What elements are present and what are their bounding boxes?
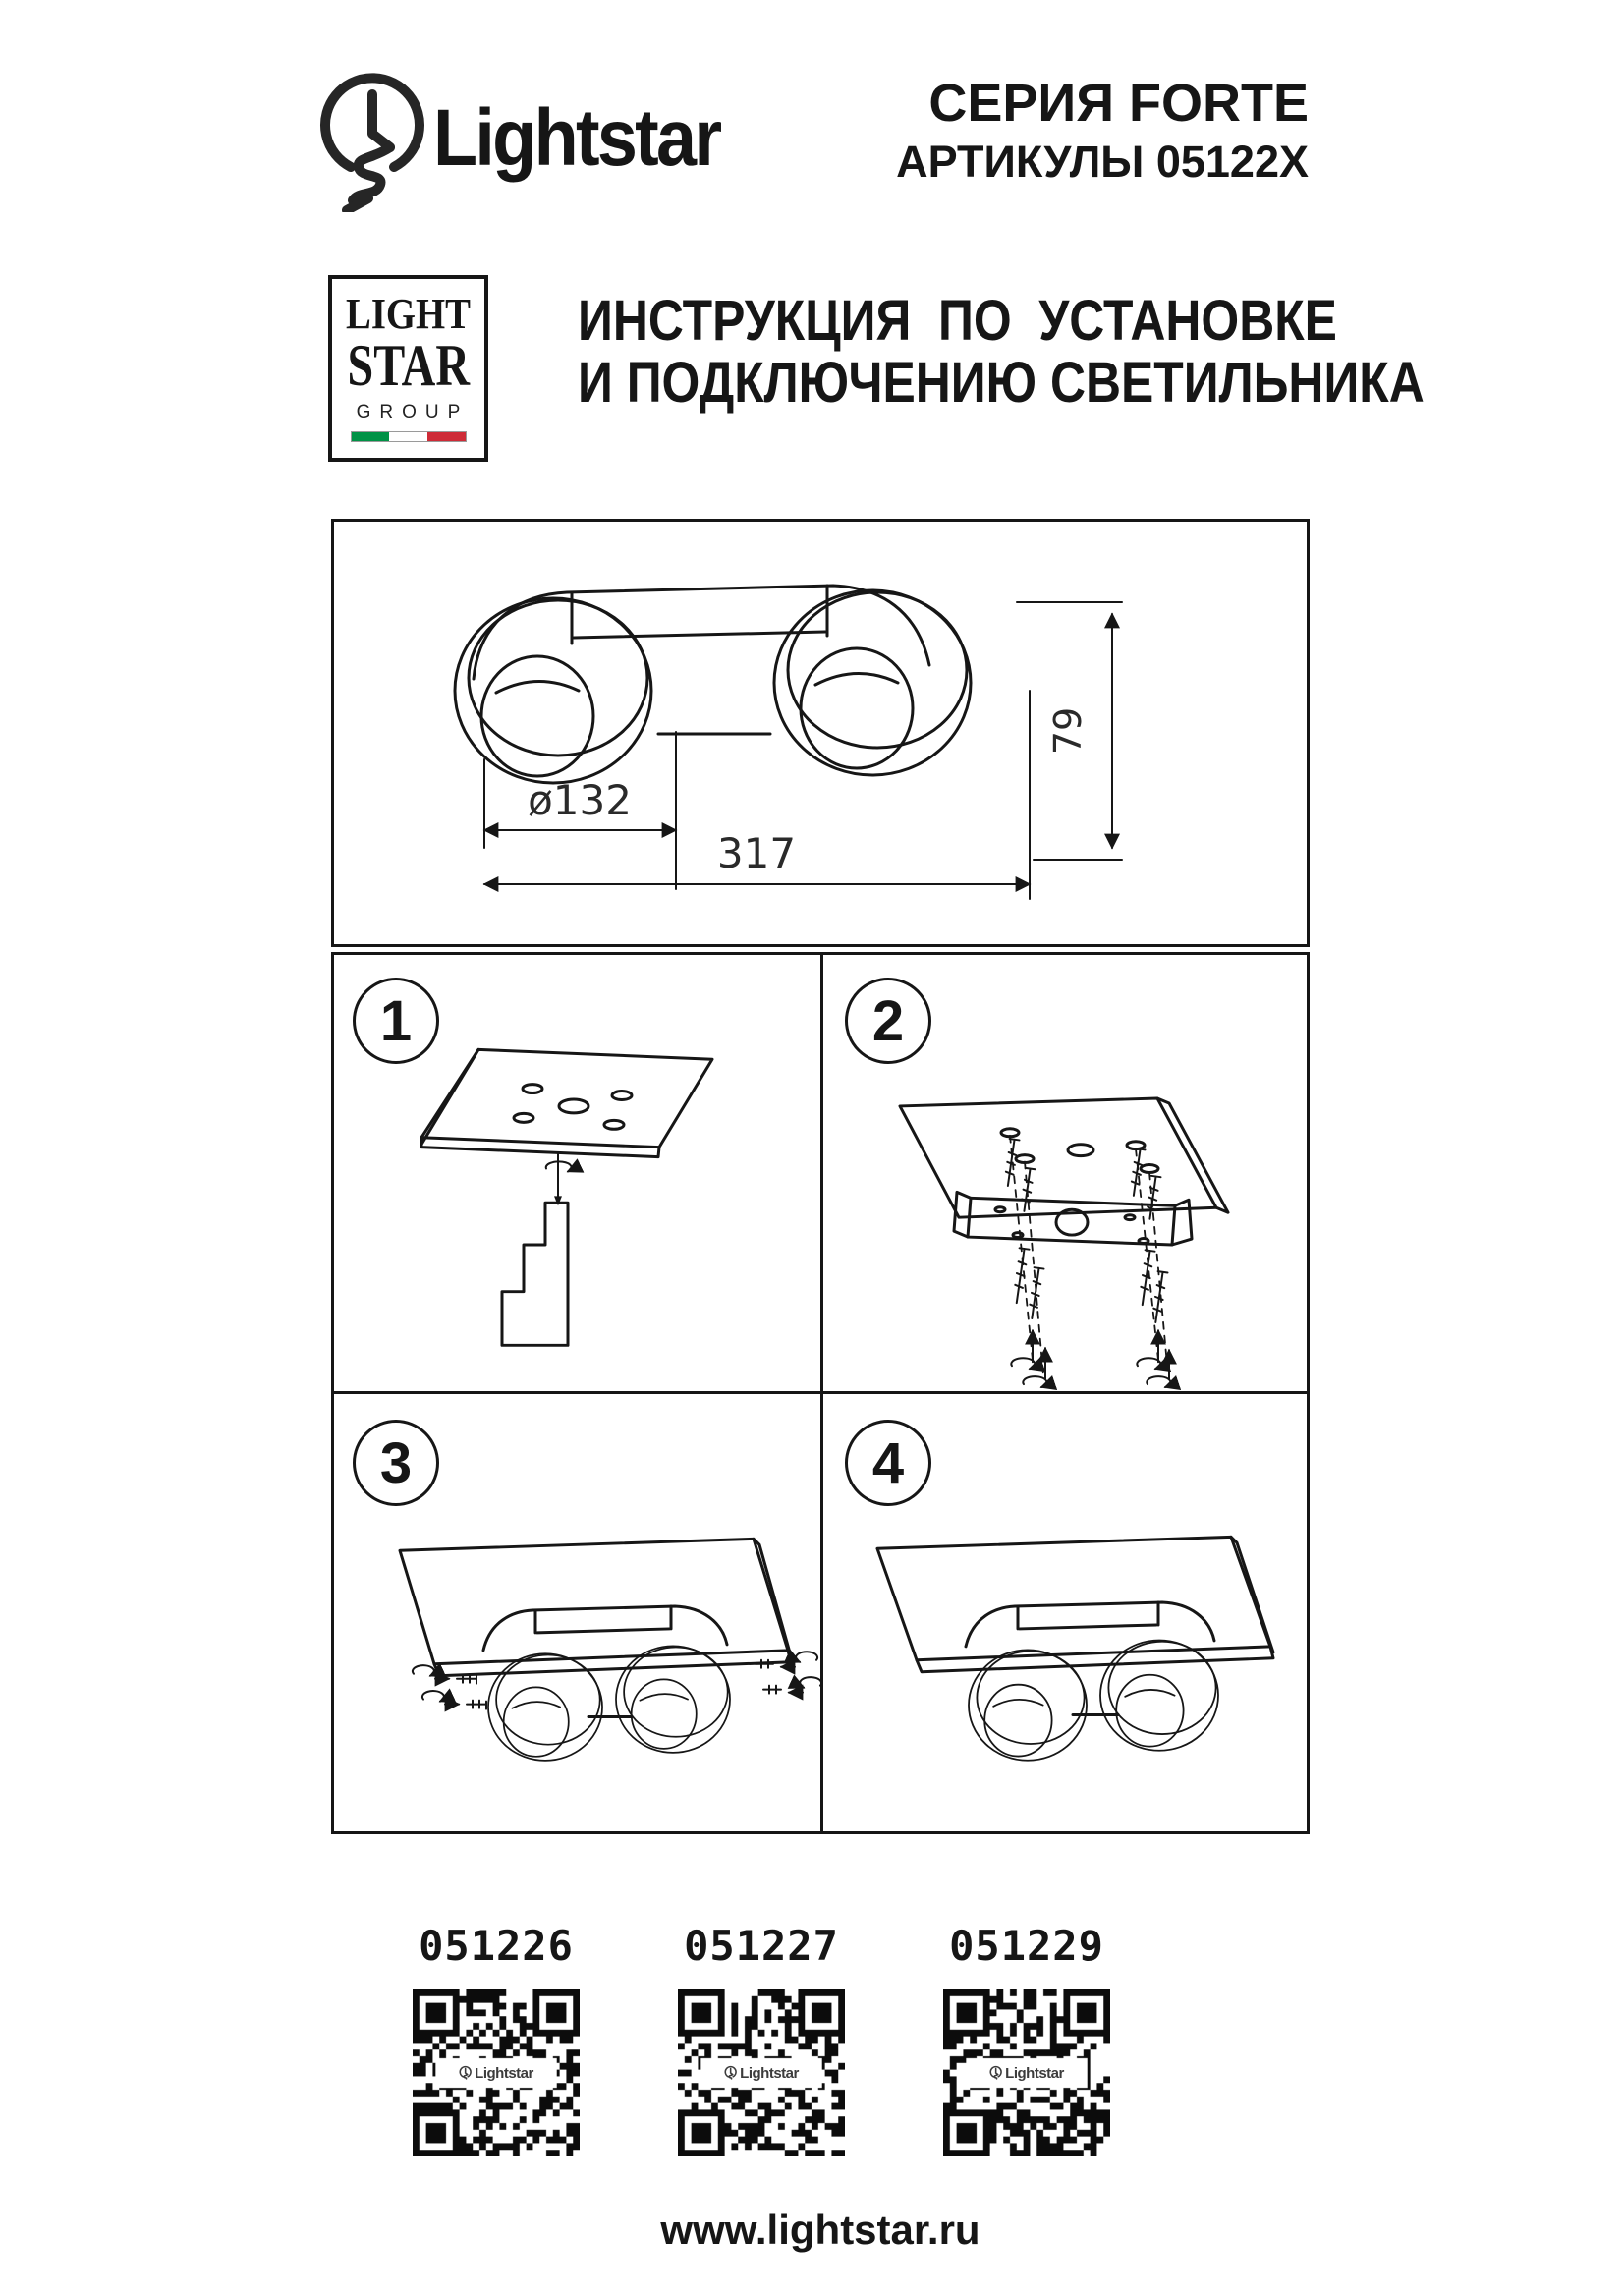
side-screws-left — [413, 1665, 486, 1708]
series-title: СЕРИЯ FORTE — [928, 74, 1309, 133]
italian-flag — [351, 431, 467, 442]
step-number-badge: 1 — [353, 978, 439, 1064]
instruction-title: ИНСТРУКЦИЯ ПО УСТАНОВКЕ И ПОДКЛЮЧЕНИЮ СВЕТИЛЬНИКА — [578, 289, 1425, 415]
step-number-badge: 3 — [353, 1420, 439, 1506]
fixture-dimension-drawing — [334, 522, 1307, 944]
rotation-glyphs — [1011, 1358, 1170, 1387]
group-logo-group: GROUP — [356, 402, 470, 422]
qr-watermark: Lightstar — [455, 2063, 537, 2083]
lightstar-group-logo — [328, 275, 488, 462]
product-dimensions-box — [331, 519, 1310, 947]
qr-watermark: Lightstar — [985, 2063, 1068, 2083]
side-screws-right — [756, 1652, 820, 1693]
insert-arrows — [1033, 1330, 1169, 1379]
group-logo-star: STAR — [347, 333, 470, 398]
article-number: 051229 — [949, 1922, 1104, 1970]
dimension-width-label: 317 — [716, 829, 797, 877]
articles-line: АРТИКУЛЫ 05122X — [896, 136, 1309, 187]
qr-watermark: Lightstar — [720, 2063, 803, 2083]
dimension-height-label: 79 — [1046, 706, 1090, 756]
article-number: 051226 — [419, 1922, 574, 1970]
article-number: 051227 — [684, 1922, 839, 1970]
brand-logo-text: Lightstar — [433, 93, 720, 183]
lightstar-bulb-icon — [317, 55, 427, 212]
dimension-diameter-label: ø132 — [528, 776, 632, 824]
website-url: www.lightstar.ru — [660, 2207, 980, 2253]
group-logo-light: LIGHT — [346, 290, 471, 338]
step-panel-2 — [823, 952, 1313, 1391]
step-number-badge: 4 — [845, 1420, 931, 1506]
step-number-badge: 2 — [845, 978, 931, 1064]
series-header — [896, 73, 1309, 188]
qr-item-3 — [928, 1922, 1125, 2156]
qr-item-1 — [398, 1922, 594, 2156]
step-panel-1 — [331, 952, 820, 1391]
qr-item-2 — [663, 1922, 860, 2156]
step-panel-4 — [823, 1394, 1313, 1833]
screw-rotation-glyph — [546, 1153, 572, 1199]
step-panel-3 — [331, 1394, 820, 1833]
